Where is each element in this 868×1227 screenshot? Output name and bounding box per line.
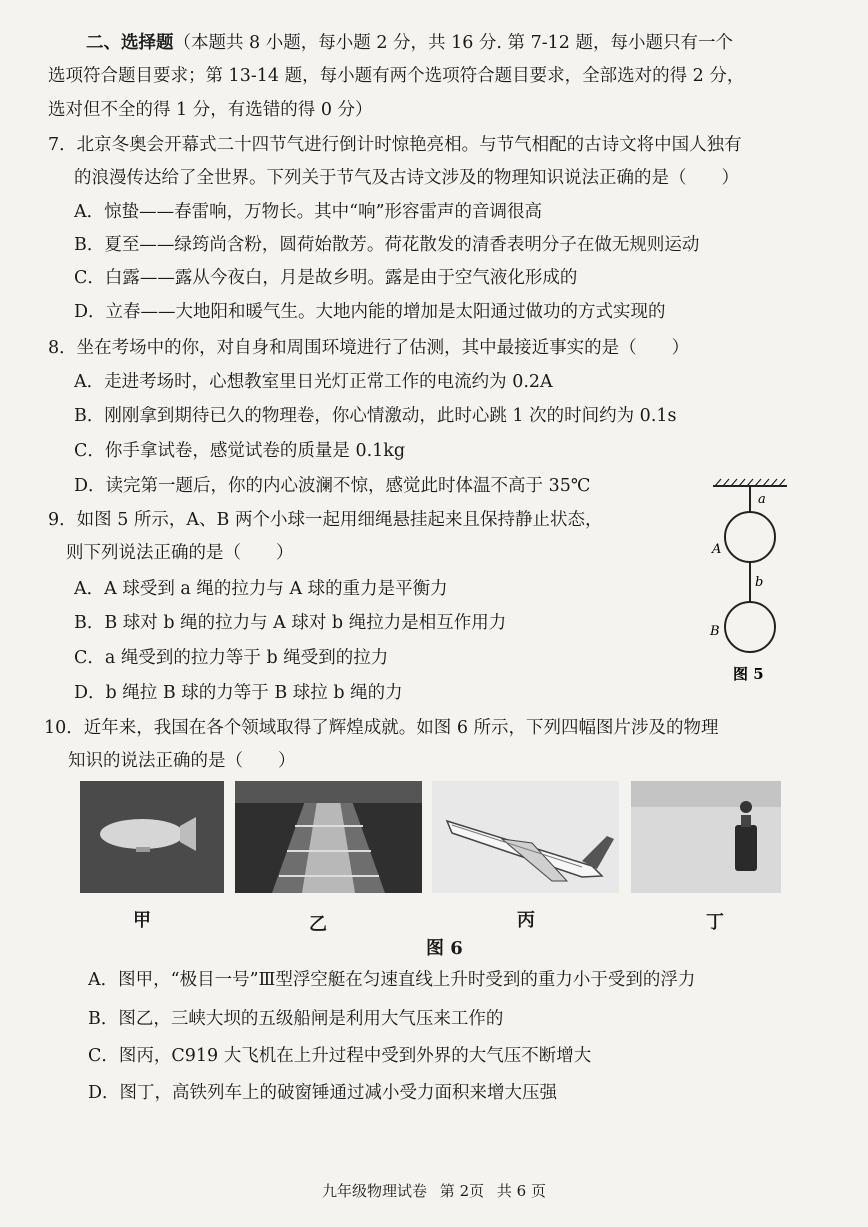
rope-a-label: a xyxy=(758,492,766,507)
airship-image xyxy=(80,781,224,893)
question-9-stem-line2: 则下列说法正确的是（ ） xyxy=(66,543,294,563)
question-8-option-b: B．刚刚拿到期待已久的物理卷，你心情激动，此时心跳 1 次的时间约为 0.1s xyxy=(74,406,677,426)
photo-window-hammer xyxy=(631,781,781,893)
figure-6-label-jia: 甲 xyxy=(133,910,151,931)
ball-b-circle xyxy=(725,602,775,652)
rope-b-label: b xyxy=(755,575,764,590)
section-header xyxy=(86,31,826,55)
question-10-option-c: C．图丙，C919 大飞机在上升过程中受到外界的大气压不断增大 xyxy=(88,1046,592,1066)
question-9-stem-line1: 9．如图 5 所示，A、B 两个小球一起用细绳悬挂起来且保持静止状态， xyxy=(48,510,603,530)
question-7-stem-line1: 7．北京冬奥会开幕式二十四节气进行倒计时惊艳亮相。与节气相配的古诗文将中国人独有 xyxy=(48,135,742,155)
ship-lock-image xyxy=(235,781,422,893)
airplane-image xyxy=(432,781,619,893)
question-8-option-a: A．走进考场时，心想教室里日光灯正常工作的电流约为 0.2A xyxy=(74,372,553,392)
photo-airplane xyxy=(432,781,619,893)
footer-subject: 九年级物理试卷 xyxy=(322,1182,428,1200)
figure-6-label-yi: 乙 xyxy=(309,914,327,935)
figure-5 xyxy=(705,478,795,688)
question-7-option-b: B．夏至——绿筠尚含粉，圆荷始散芳。荷花散发的清香表明分子在做无规则运动 xyxy=(74,235,700,255)
question-7-option-d: D．立春——大地阳和暖气生。大地内能的增加是太阳通过做功的方式实现的 xyxy=(74,302,666,322)
footer-page: 第 2页 xyxy=(439,1182,485,1200)
question-9-option-c: C．a 绳受到的拉力等于 b 绳受到的拉力 xyxy=(74,648,389,668)
figure-5-diagram xyxy=(705,478,795,688)
question-10-option-d: D．图丁，高铁列车上的破窗锤通过减小受力面积来增大压强 xyxy=(88,1083,558,1103)
question-10-stem-line2: 知识的说法正确的是（ ） xyxy=(68,751,296,771)
photo-ship-lock xyxy=(235,781,422,893)
question-10-option-a: A．图甲，“极目一号”Ⅲ型浮空艇在匀速直线上升时受到的重力小于受到的浮力 xyxy=(88,970,696,990)
question-7-option-a: A．惊蛰——春雷响，万物长。其中“响”形容雷声的音调很高 xyxy=(74,202,543,222)
ball-a-circle xyxy=(725,512,775,562)
question-7-stem-line2: 的浪漫传达给了全世界。下列关于节气及古诗文涉及的物理知识说法正确的是（ ） xyxy=(74,168,739,188)
page-footer xyxy=(0,1180,868,1201)
question-9-option-a: A．A 球受到 a 绳的拉力与 A 球的重力是平衡力 xyxy=(74,579,448,599)
ball-b-label: B xyxy=(710,624,720,639)
question-8-stem-line1: 8．坐在考场中的你，对自身和周围环境进行了估测，其中最接近事实的是（ ） xyxy=(48,338,690,358)
window-hammer-image xyxy=(631,781,781,893)
question-8-option-c: C．你手拿试卷，感觉试卷的质量是 0.1kg xyxy=(74,441,406,461)
section-note-line3: 选对但不全的得 1 分，有选错的得 0 分） xyxy=(48,100,373,120)
section-note-line1: （本题共 8 小题，每小题 2 分，共 16 分. 第 7-12 题，每小题只有一个 xyxy=(173,33,733,53)
figure-5-caption: 图 5 xyxy=(733,665,764,683)
figure-6-label-ding: 丁 xyxy=(706,912,724,933)
ceiling-hatch xyxy=(715,479,785,486)
footer-total: 共 6 页 xyxy=(496,1182,546,1200)
figure-6-caption: 图 6 xyxy=(426,938,463,959)
question-10-stem-line1: 10．近年来，我国在各个领域取得了辉煌成就。如图 6 所示，下列四幅图片涉及的物理 xyxy=(44,718,719,738)
question-7-option-c: C．白露——露从今夜白，月是故乡明。露是由于空气液化形成的 xyxy=(74,268,578,288)
question-10-option-b: B．图乙，三峡大坝的五级船闸是利用大气压来工作的 xyxy=(88,1009,504,1029)
question-9-option-b: B．B 球对 b 绳的拉力与 A 球对 b 绳拉力是相互作用力 xyxy=(74,613,507,633)
ball-a-label: A xyxy=(712,542,722,557)
question-8-option-d: D．读完第一题后，你的内心波澜不惊，感觉此时体温不高于 35℃ xyxy=(74,476,591,496)
section-note-line2: 选项符合题目要求；第 13-14 题，每小题有两个选项符合题目要求，全部选对的得 2 分， xyxy=(48,66,745,86)
photo-airship xyxy=(80,781,224,893)
section-title: 二、选择题 xyxy=(86,33,174,53)
figure-6-label-bing: 丙 xyxy=(517,910,535,931)
question-9-option-d: D．b 绳拉 B 球的力等于 B 球拉 b 绳的力 xyxy=(74,683,403,703)
